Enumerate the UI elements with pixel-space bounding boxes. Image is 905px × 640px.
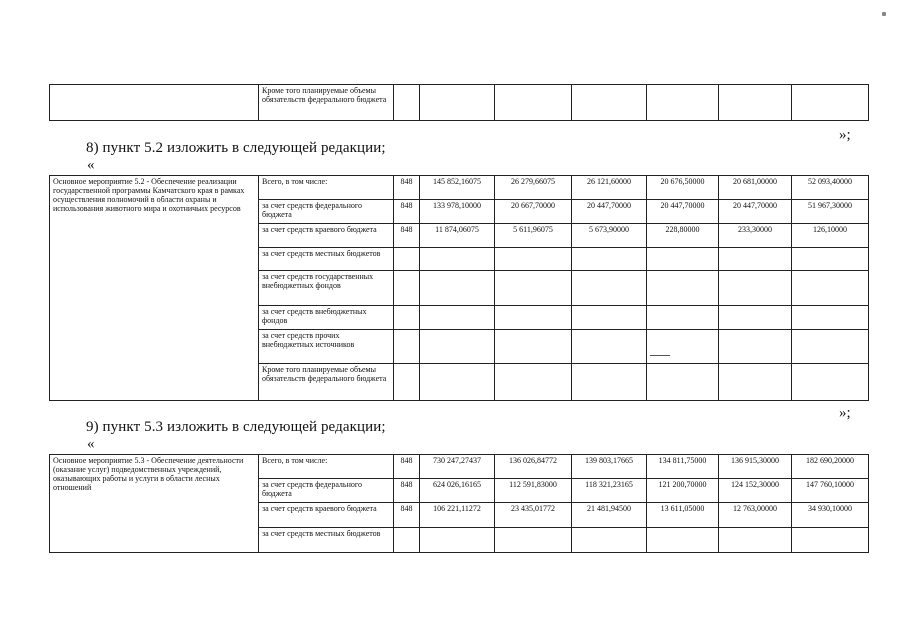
budget-code <box>394 248 420 271</box>
amount-cell <box>719 271 792 306</box>
amount-cell <box>572 364 647 401</box>
open-quote: « <box>87 157 95 173</box>
table-row <box>50 176 869 200</box>
amount-cell: 20 667,70000 <box>495 200 572 224</box>
funding-source-label: за счет средств местных бюджетов <box>259 248 394 271</box>
budget-code: 848 <box>394 224 420 248</box>
open-quote: « <box>87 436 95 452</box>
amount-cell: 20 447,70000 <box>572 200 647 224</box>
close-quote: »; <box>839 127 851 143</box>
amount-cell: 5 611,96075 <box>495 224 572 248</box>
row-label: Кроме того планируемые объемы обязательств федерального бюджета <box>259 85 394 121</box>
scan-dash <box>650 355 670 356</box>
budget-code <box>394 330 420 364</box>
amount-cell <box>420 528 495 553</box>
funding-source-label: Всего, в том числе: <box>259 176 394 200</box>
amount-cell: 133 978,10000 <box>420 200 495 224</box>
budget-code: 848 <box>394 200 420 224</box>
amount-cell: 112 591,83000 <box>495 479 572 503</box>
amount-cell <box>572 248 647 271</box>
funding-source-label: за счет средств федерального бюджета <box>259 200 394 224</box>
funding-source-label: за счет средств государственных внебюджетных фондов <box>259 271 394 306</box>
amount-cell <box>719 248 792 271</box>
amount-cell: 52 093,40000 <box>792 176 869 200</box>
amount-cell: 23 435,01772 <box>495 503 572 528</box>
empty-cell <box>50 85 259 121</box>
amount-cell <box>647 306 719 330</box>
amount-cell <box>647 528 719 553</box>
budget-code <box>394 528 420 553</box>
amount-cell <box>647 330 719 364</box>
amount-cell <box>420 271 495 306</box>
amount-cell <box>719 528 792 553</box>
table-row <box>50 455 869 479</box>
funding-source-label: за счет средств федерального бюджета <box>259 479 394 503</box>
amount-cell: 5 673,90000 <box>572 224 647 248</box>
amount-cell: 118 321,23165 <box>572 479 647 503</box>
amount-cell <box>495 248 572 271</box>
amount-cell <box>495 306 572 330</box>
amount-cell <box>420 248 495 271</box>
amount-cell: 136 026,84772 <box>495 455 572 479</box>
budget-code: 848 <box>394 503 420 528</box>
amount-cell: 233,30000 <box>719 224 792 248</box>
amount-cell <box>572 306 647 330</box>
amount-cell: 106 221,11272 <box>420 503 495 528</box>
amount-cell <box>572 528 647 553</box>
budget-code: 848 <box>394 479 420 503</box>
amount-cell <box>572 330 647 364</box>
funding-source-label: за счет средств краевого бюджета <box>259 224 394 248</box>
amount-cell: 20 447,70000 <box>647 200 719 224</box>
amount-cell <box>792 528 869 553</box>
amount-cell: 21 481,94500 <box>572 503 647 528</box>
budget-code <box>394 364 420 401</box>
funding-source-label: Кроме того планируемые объемы обязательств федерального бюджета <box>259 364 394 401</box>
amount-cell: 145 852,16075 <box>420 176 495 200</box>
top-table <box>49 84 869 121</box>
amount-cell: 147 760,10000 <box>792 479 869 503</box>
amount-cell <box>572 271 647 306</box>
amount-cell: 34 930,10000 <box>792 503 869 528</box>
amount-cell: 182 690,20000 <box>792 455 869 479</box>
budget-code <box>394 271 420 306</box>
funding-source-label: за счет средств краевого бюджета <box>259 503 394 528</box>
amount-cell: 26 279,66075 <box>495 176 572 200</box>
amount-cell <box>647 364 719 401</box>
amount-cell: 51 967,30000 <box>792 200 869 224</box>
close-quote: »; <box>839 405 851 421</box>
amount-cell <box>420 364 495 401</box>
amount-cell <box>495 364 572 401</box>
amount-cell: 124 152,30000 <box>719 479 792 503</box>
amount-cell <box>495 528 572 553</box>
amount-cell: 624 026,16165 <box>420 479 495 503</box>
amount-cell: 730 247,27437 <box>420 455 495 479</box>
amount-cell: 136 915,30000 <box>719 455 792 479</box>
amount-cell <box>792 271 869 306</box>
amount-cell <box>792 330 869 364</box>
amount-cell: 126,10000 <box>792 224 869 248</box>
amount-cell: 134 811,75000 <box>647 455 719 479</box>
amount-cell <box>420 330 495 364</box>
amount-cell <box>792 306 869 330</box>
amount-cell <box>792 248 869 271</box>
amount-cell <box>719 364 792 401</box>
scan-speck <box>882 12 886 16</box>
budget-code <box>394 306 420 330</box>
amount-cell: 20 681,00000 <box>719 176 792 200</box>
amount-cell: 228,80000 <box>647 224 719 248</box>
amount-cell: 20 676,50000 <box>647 176 719 200</box>
section-9-table <box>49 454 869 553</box>
budget-code: 848 <box>394 455 420 479</box>
amount-cell <box>495 271 572 306</box>
section-8-table <box>49 175 869 401</box>
measure-description: Основное мероприятие 5.3 - Обеспечение деятельности (оказание услуг) подведомственных учреждений, оказывающих работы и услуги в области лесных отношений <box>50 455 259 553</box>
funding-source-label: за счет средств местных бюджетов <box>259 528 394 553</box>
amount-cell: 121 200,70000 <box>647 479 719 503</box>
amount-cell: 12 763,00000 <box>719 503 792 528</box>
budget-code: 848 <box>394 176 420 200</box>
amount-cell <box>647 248 719 271</box>
amount-cell <box>420 306 495 330</box>
section-8-heading: 8) пункт 5.2 изложить в следующей редакции; <box>86 140 386 156</box>
amount-cell <box>719 306 792 330</box>
section-9-heading: 9) пункт 5.3 изложить в следующей редакции; <box>86 419 386 435</box>
amount-cell: 13 611,05000 <box>647 503 719 528</box>
amount-cell: 11 874,06075 <box>420 224 495 248</box>
funding-source-label: за счет средств прочих внебюджетных источников <box>259 330 394 364</box>
funding-source-label: Всего, в том числе: <box>259 455 394 479</box>
funding-source-label: за счет средств внебюджетных фондов <box>259 306 394 330</box>
amount-cell: 20 447,70000 <box>719 200 792 224</box>
amount-cell <box>647 271 719 306</box>
amount-cell <box>792 364 869 401</box>
amount-cell <box>719 330 792 364</box>
amount-cell: 26 121,60000 <box>572 176 647 200</box>
measure-description: Основное мероприятие 5.2 - Обеспечение реализации государственной программы Камчатского края в рамках осуществления полномочий в области охраны и использования животного мира и охотничьих ресурсов <box>50 176 259 401</box>
amount-cell <box>495 330 572 364</box>
amount-cell: 139 803,17665 <box>572 455 647 479</box>
